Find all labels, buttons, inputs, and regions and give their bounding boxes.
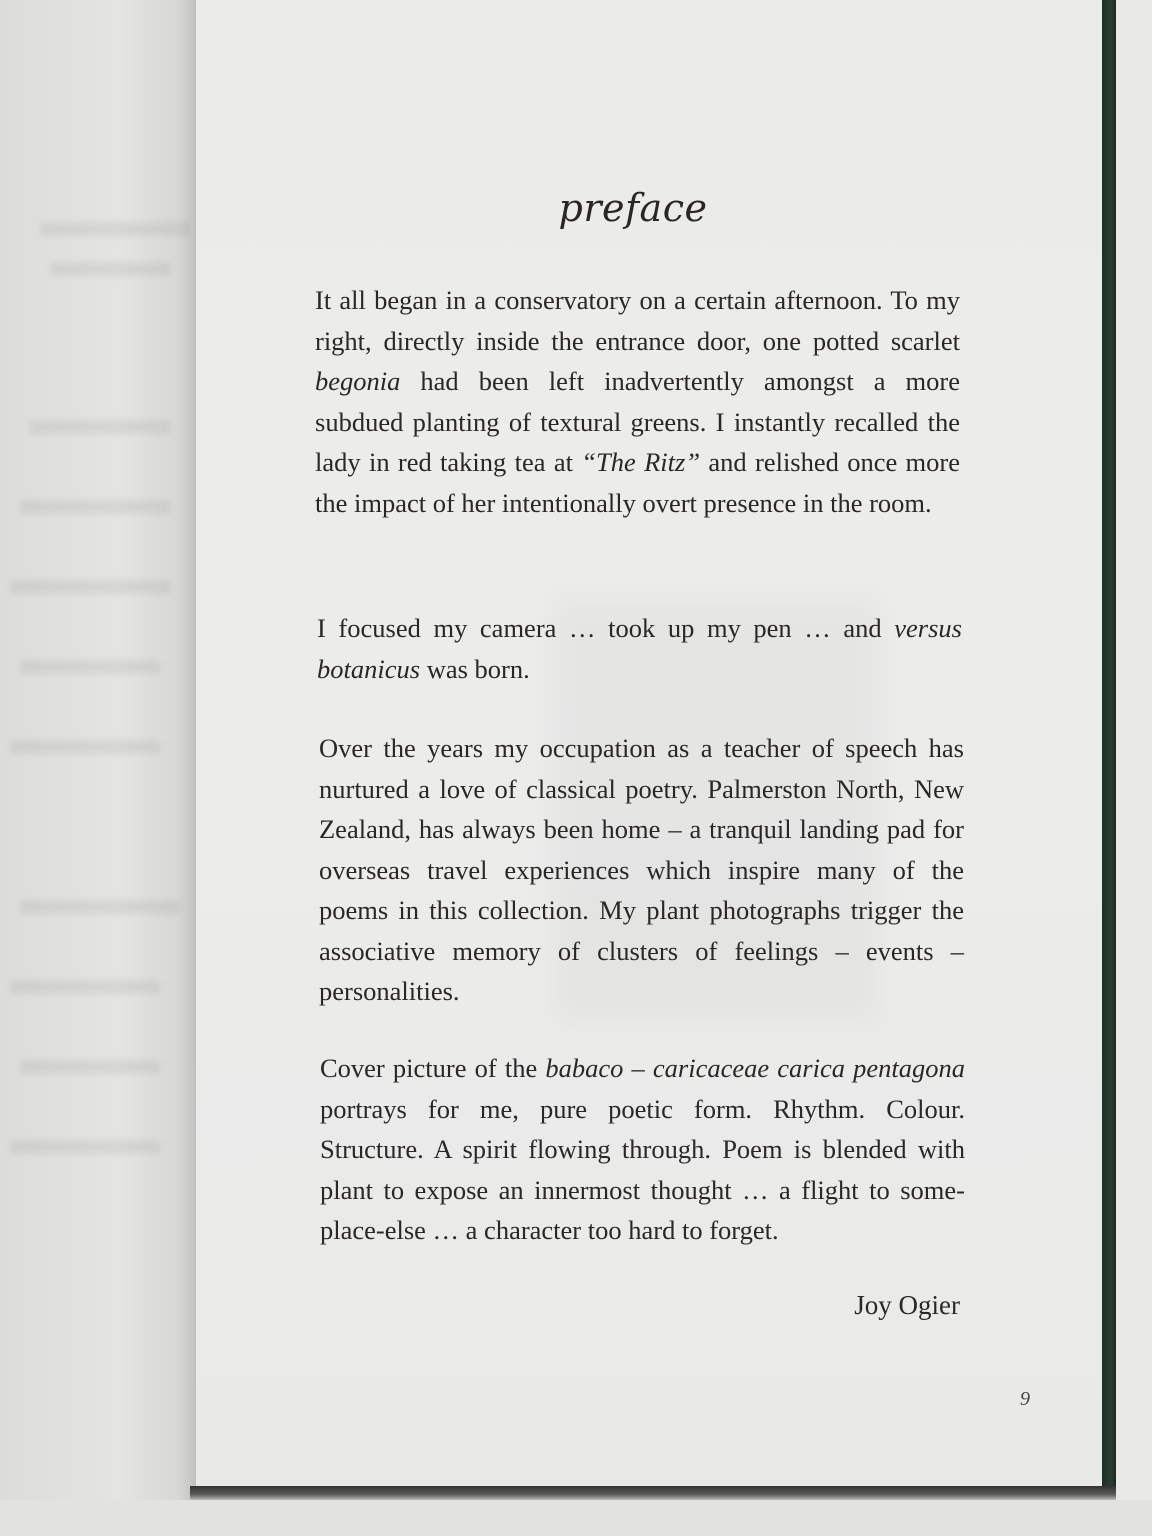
left-facing-page (0, 0, 200, 1536)
paragraph-3 (319, 728, 964, 1012)
bleed-through-line (20, 900, 180, 914)
bleed-through-line (50, 262, 170, 276)
bleed-through-line (10, 1140, 160, 1154)
paragraph-2-text-c: was born. (420, 653, 530, 684)
paragraph-2 (317, 608, 962, 689)
paragraph-2-text-a: I focused my camera … took up my pen … and (317, 613, 895, 643)
green-cover-edge (1102, 0, 1116, 1490)
paragraph-4-text-c: portrays for me, pure poetic form. Rhythm. Colour. Structure. A spirit flowing through. Poem is blended with plant to expose an innermost thought … a flight to some-place-else … a character too hard to forget. (320, 1093, 965, 1245)
bleed-through-line (30, 420, 170, 434)
paragraph-4-italic-babaco: babaco – caricaceae carica pentagona (545, 1053, 965, 1083)
paragraph-4 (320, 1048, 965, 1251)
bleed-through-line (10, 580, 170, 594)
paragraph-1-text-c: had been left inadvertently amongst a more subdued planting of textural greens. I instantly recalled the lady in red taking tea at (315, 366, 960, 477)
paragraph-2-italic-versus-botanicus: versus botanicus (317, 613, 962, 684)
bleed-through-line (20, 500, 170, 514)
author-signature: Joy Ogier (854, 1290, 960, 1320)
paragraph-1 (315, 280, 960, 523)
cover-bottom-edge (190, 1486, 1116, 1500)
bleed-through-line (20, 660, 160, 674)
paragraph-1-italic-begonia: begonia (315, 366, 401, 396)
paragraph-1-text-a: It all began in a conservatory on a certain afternoon. To my right, directly inside the entrance door, one potted scarlet (315, 285, 960, 356)
page-number: 9 (1020, 1388, 1030, 1410)
paragraph-3-text: Over the years my occupation as a teacher of speech has nurtured a love of classical poetry. Palmerston North, New Zealand, has always been home – a tranquil landing pad for overseas travel experiences which inspire many of the poems in this collection. My plant photographs trigger the associative memory of clusters of feelings – events – personalities. (319, 733, 964, 1006)
page-title: preface (558, 186, 708, 230)
bleed-through-line (10, 980, 160, 994)
paragraph-4-text-a: Cover picture of the (320, 1053, 546, 1083)
table-surface (0, 1500, 1152, 1536)
bleed-through-line (10, 740, 160, 754)
bleed-through-line (20, 1060, 160, 1074)
background-right (1116, 0, 1152, 1536)
paragraph-1-text-e: and relished once more the impact of her intentionally overt presence in the room. (315, 447, 961, 518)
paragraph-1-italic-the-ritz: “The Ritz” (581, 447, 701, 477)
bleed-through-line (40, 222, 190, 236)
